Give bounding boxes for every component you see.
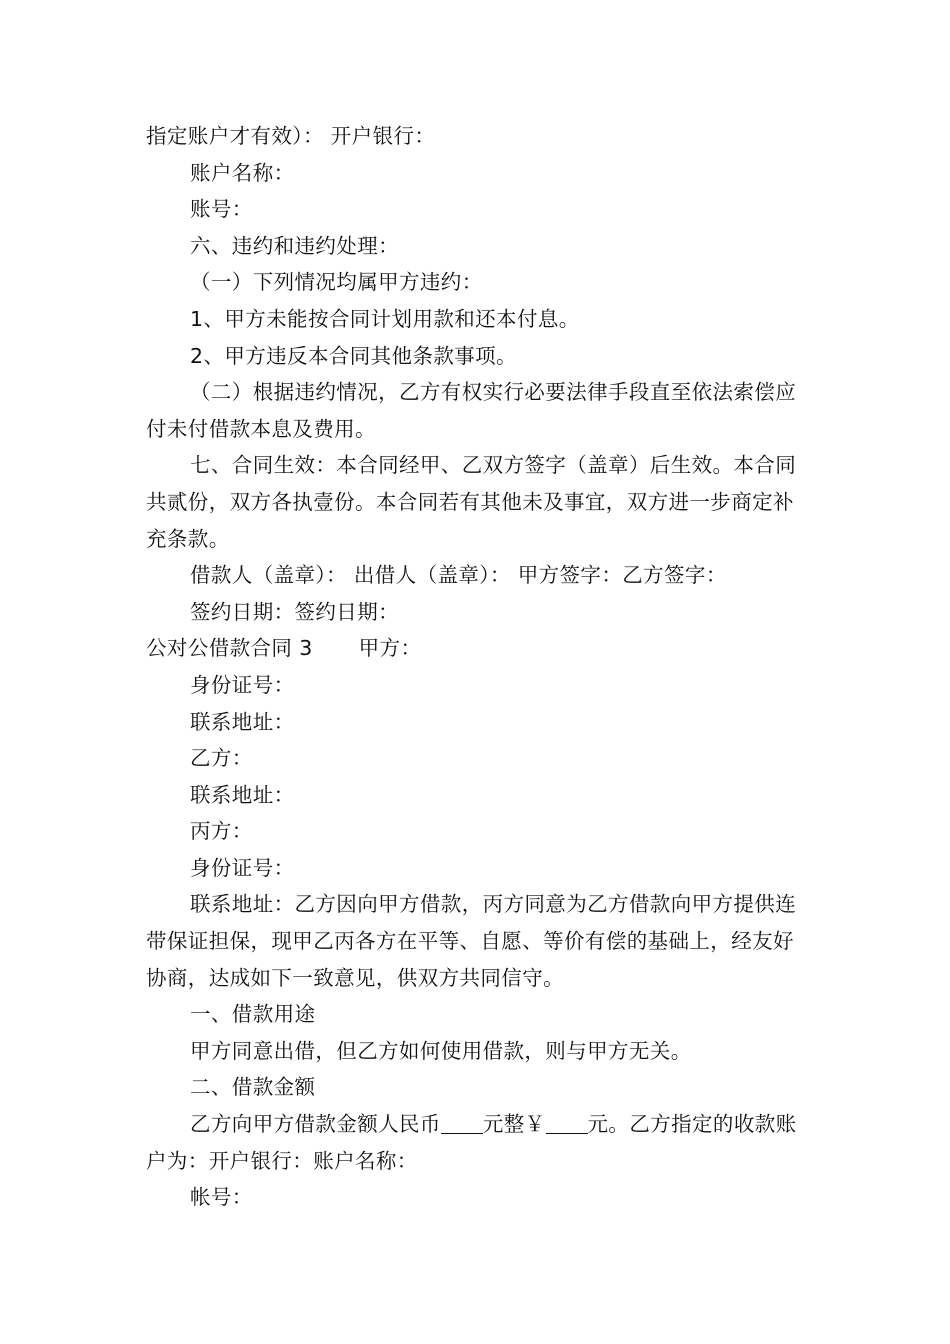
amount-text-end: 元。乙方指定的收款账户为：开户银行：账户名称： <box>146 1112 797 1173</box>
list-item-breach-1: 1、甲方未能按合同计划用款和还本付息。 <box>190 306 580 331</box>
paragraph-account-name: 账户名称： <box>190 160 295 185</box>
amount-blank-figures <box>546 1113 588 1134</box>
paragraph-signatures: 借款人（盖章）： 出借人（盖章）： 甲方签字：乙方签字： <box>190 563 727 588</box>
contract-title: 公对公借款合同 3 <box>146 636 313 661</box>
list-item-breach-2: 2、甲方违反本合同其他条款事项。 <box>190 343 517 368</box>
section-heading-breach: 六、违约和违约处理： <box>190 233 399 258</box>
section-heading-amount: 二、借款金额 <box>190 1075 316 1100</box>
field-party-b-address: 联系地址： <box>190 782 295 807</box>
section-heading-purpose: 一、借款用途 <box>190 1002 316 1027</box>
paragraph-contract-effect: 七、合同生效：本合同经甲、乙双方签字（盖章）后生效。本合同共贰份，双方各执壹份。本合同若有其他未及事宜，双方进一步商定补充条款。 <box>146 453 797 551</box>
paragraph-breach-cases: （一）下列情况均属甲方违约： <box>190 270 483 295</box>
amount-blank-words <box>441 1113 483 1134</box>
contract-title-line <box>146 630 810 667</box>
paragraph-guarantee: 联系地址：乙方因向甲方借款，丙方同意为乙方借款向甲方提供连带保证担保，现甲乙丙各方在平等、自愿、等价有偿的基础上，经友好协商，达成如下一致意见，供双方共同信守。 <box>146 892 797 990</box>
field-party-c-id: 身份证号： <box>190 855 295 880</box>
amount-text-middle: 元整￥ <box>482 1112 546 1137</box>
paragraph-account-note: 指定账户才有效）： 开户银行： <box>146 124 436 148</box>
party-a-label: 甲方： <box>358 636 422 661</box>
paragraph-account-number: 账号： <box>190 197 253 222</box>
contract-body <box>146 118 810 1216</box>
field-party-a-id: 身份证号： <box>190 672 295 697</box>
field-account-number: 帐号： <box>190 1185 253 1210</box>
field-party-c: 丙方： <box>190 819 253 844</box>
paragraph-sign-dates: 签约日期：签约日期： <box>190 599 399 624</box>
amount-text-start: 乙方向甲方借款金额人民币 <box>190 1112 441 1137</box>
paragraph-breach-remedy: （二）根据违约情况，乙方有权实行必要法律手段直至依法索偿应付未付借款本息及费用。 <box>146 380 797 441</box>
field-party-b: 乙方： <box>190 746 253 771</box>
field-party-a-address: 联系地址： <box>190 709 295 734</box>
paragraph-amount <box>146 1106 810 1179</box>
paragraph-purpose: 甲方同意出借，但乙方如何使用借款，则与甲方无关。 <box>190 1038 692 1063</box>
